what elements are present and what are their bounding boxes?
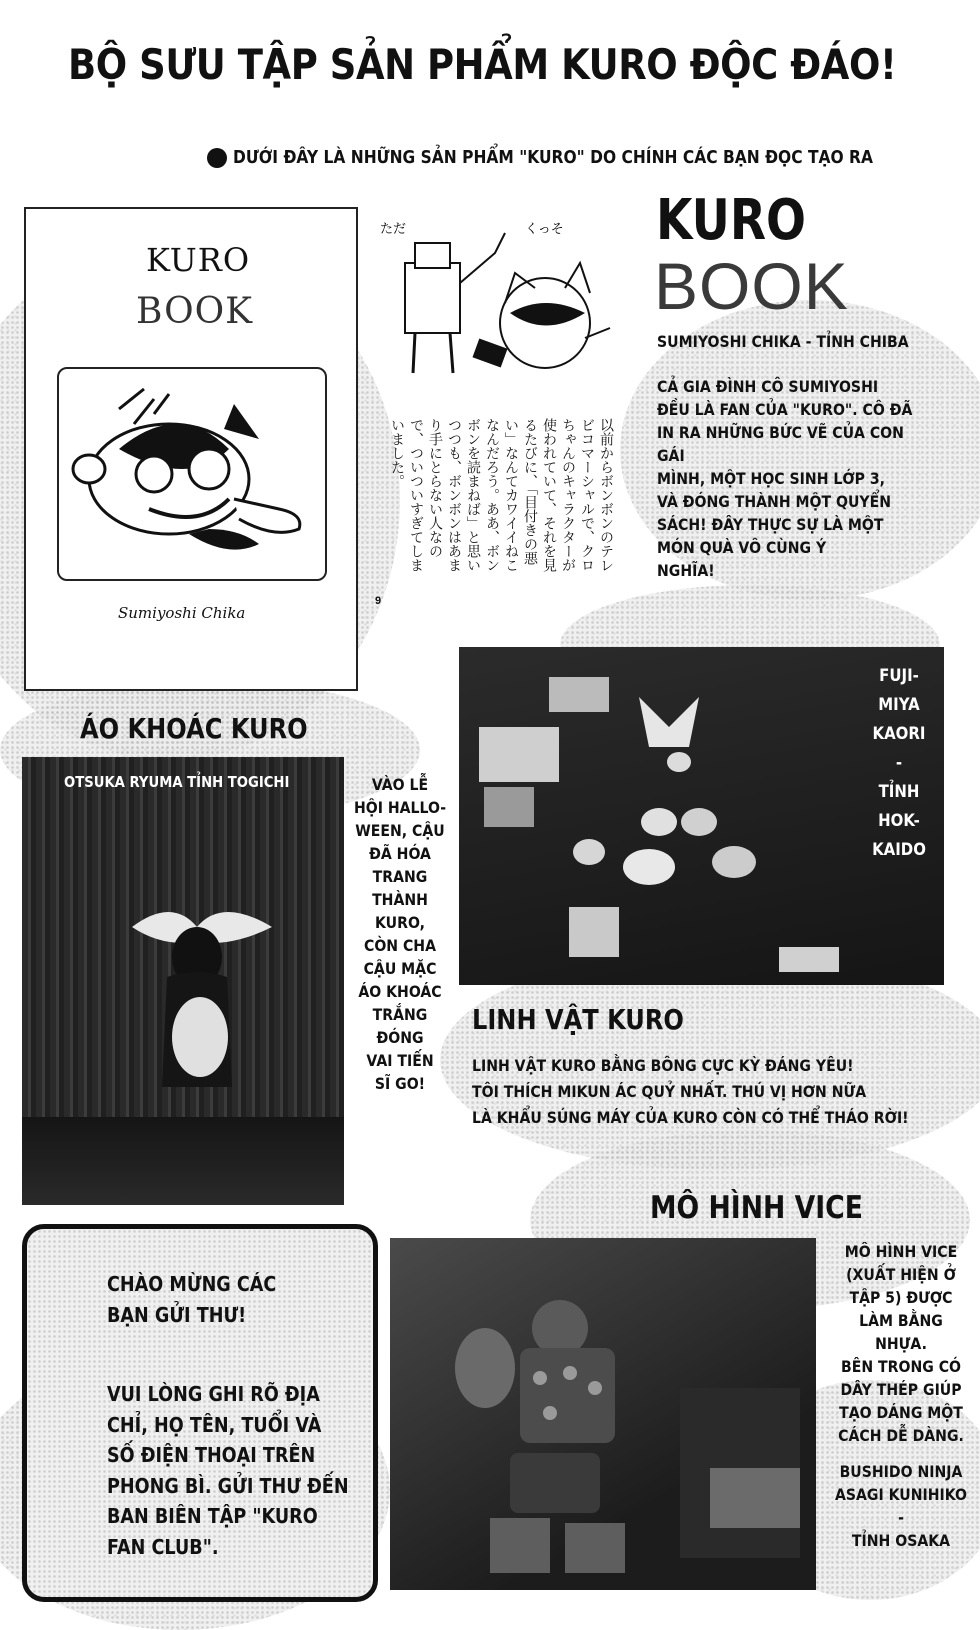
- book-inner-page: [375, 213, 625, 613]
- japanese-handwriting: 以前からボンボンのテレビコマーシャルで、クロちゃんのキャラクターが使われていて、それを見るたびに、「目付きの悪い」なんてカワイイねこなんだろう。ああ、ボンボンを読まねば」と思いつつも、ボンボンはあまり手にとらない人なので、ついついすぎてしまいました。: [389, 418, 614, 572]
- vice-description: MÔ HÌNH VICE (XUẤT HIỆN Ở TẬP 5) ĐƯỢC LÀM BẰNG NHỰA. BÊN TRONG CÓ DÂY THÉP GIÚP TẠO DÁNG MỘT CÁCH DỄ DÀNG.: [838, 1242, 964, 1445]
- jacket-heading: ÁO KHOÁC KURO: [80, 712, 308, 745]
- vice-heading: MÔ HÌNH VICE: [650, 1190, 863, 1226]
- svg-text:くっそ: くっそ: [525, 222, 564, 237]
- mascot-photo: [459, 647, 944, 985]
- page-number: 9: [375, 595, 382, 607]
- mascot-description: LINH VẬT KURO BẰNG BÔNG CỰC KỲ ĐÁNG YÊU! TÔI THÍCH MIKUN ÁC QUỶ NHẤT. THÚ VỊ HƠN NỮA LÀ KHẨU SÚNG MÁY CỦA KURO CÒN CÓ THỂ THÁO RỜI!: [472, 1056, 909, 1127]
- subtitle-text: DƯỚI ĐÂY LÀ NHỮNG SẢN PHẨM "KURO" DO CHÍNH CÁC BẠN ĐỌC TẠO RA: [233, 147, 873, 168]
- kid-drawing-icon: [375, 213, 625, 413]
- bullet-icon: [207, 148, 227, 168]
- mascot-author: FUJI- MIYA KAORI - TỈNH HOK- KAIDO: [872, 666, 926, 860]
- kuro-drawing-icon: [59, 369, 325, 579]
- letters-greeting: CHÀO MỪNG CÁC BẠN GỬI THƯ!: [107, 1272, 277, 1327]
- mascot-heading: LINH VẬT KURO: [472, 1003, 684, 1036]
- page-title: BỘ SƯU TẬP SẢN PHẨM KURO ĐỘC ĐÁO!: [68, 40, 897, 89]
- book-heading-kuro: KURO: [656, 188, 807, 253]
- book-heading-book: BOOK: [654, 249, 849, 323]
- vice-model-icon: [390, 1238, 816, 1590]
- page-subtitle: [207, 147, 977, 168]
- cover-signature: Sumiyoshi Chika: [118, 604, 246, 622]
- jacket-photo: [22, 757, 344, 1205]
- vice-photo: [390, 1238, 816, 1590]
- svg-text:ただ: ただ: [380, 222, 407, 237]
- cover-drawing-frame: [57, 367, 327, 581]
- book-description: CẢ GIA ĐÌNH CÔ SUMIYOSHI ĐỀU LÀ FAN CỦA "KURO". CÔ ĐÃ IN RA NHỮNG BỨC VẼ CỦA CON GÁI MÌNH, MỘT HỌC SINH LỚP 3, VÀ ĐÓNG THÀNH MỘT QUYỂN SÁCH! ĐÂY THỰC SỰ LÀ MỘT MÓN QUÀ VÔ CÙNG Ý NGHĨA!: [657, 377, 913, 580]
- jacket-description: VÀO LỄ HỘI HALLO- WEEN, CẬU ĐÃ HÓA TRANG THÀNH KURO, CÒN CHA CẬU MẶC ÁO KHOÁC TRẮNG ĐÓNG VAI TIẾN SĨ GO!: [353, 775, 447, 1093]
- letters-box: [22, 1224, 378, 1602]
- cover-title-kuro: KURO: [146, 241, 251, 279]
- letters-instructions: VUI LÒNG GHI RÕ ĐỊA CHỈ, HỌ TÊN, TUỔI VÀ SỐ ĐIỆN THOẠI TRÊN PHONG BÌ. GỬI THƯ ĐẾN BAN BIÊN TẬP "KURO FAN CLUB".: [107, 1382, 349, 1559]
- vice-author: BUSHIDO NINJA ASAGI KUNIHIKO - TỈNH OSAKA: [834, 1462, 968, 1550]
- costume-figure-icon: [122, 887, 282, 1107]
- jacket-author: OTSUKA RYUMA TỈNH TOGICHI: [64, 773, 290, 791]
- floor-shadow: [22, 1117, 344, 1205]
- cover-title-book: BOOK: [136, 291, 254, 332]
- book-author: SUMIYOSHI CHIKA - TỈNH CHIBA: [657, 332, 909, 351]
- book-cover: [24, 207, 358, 691]
